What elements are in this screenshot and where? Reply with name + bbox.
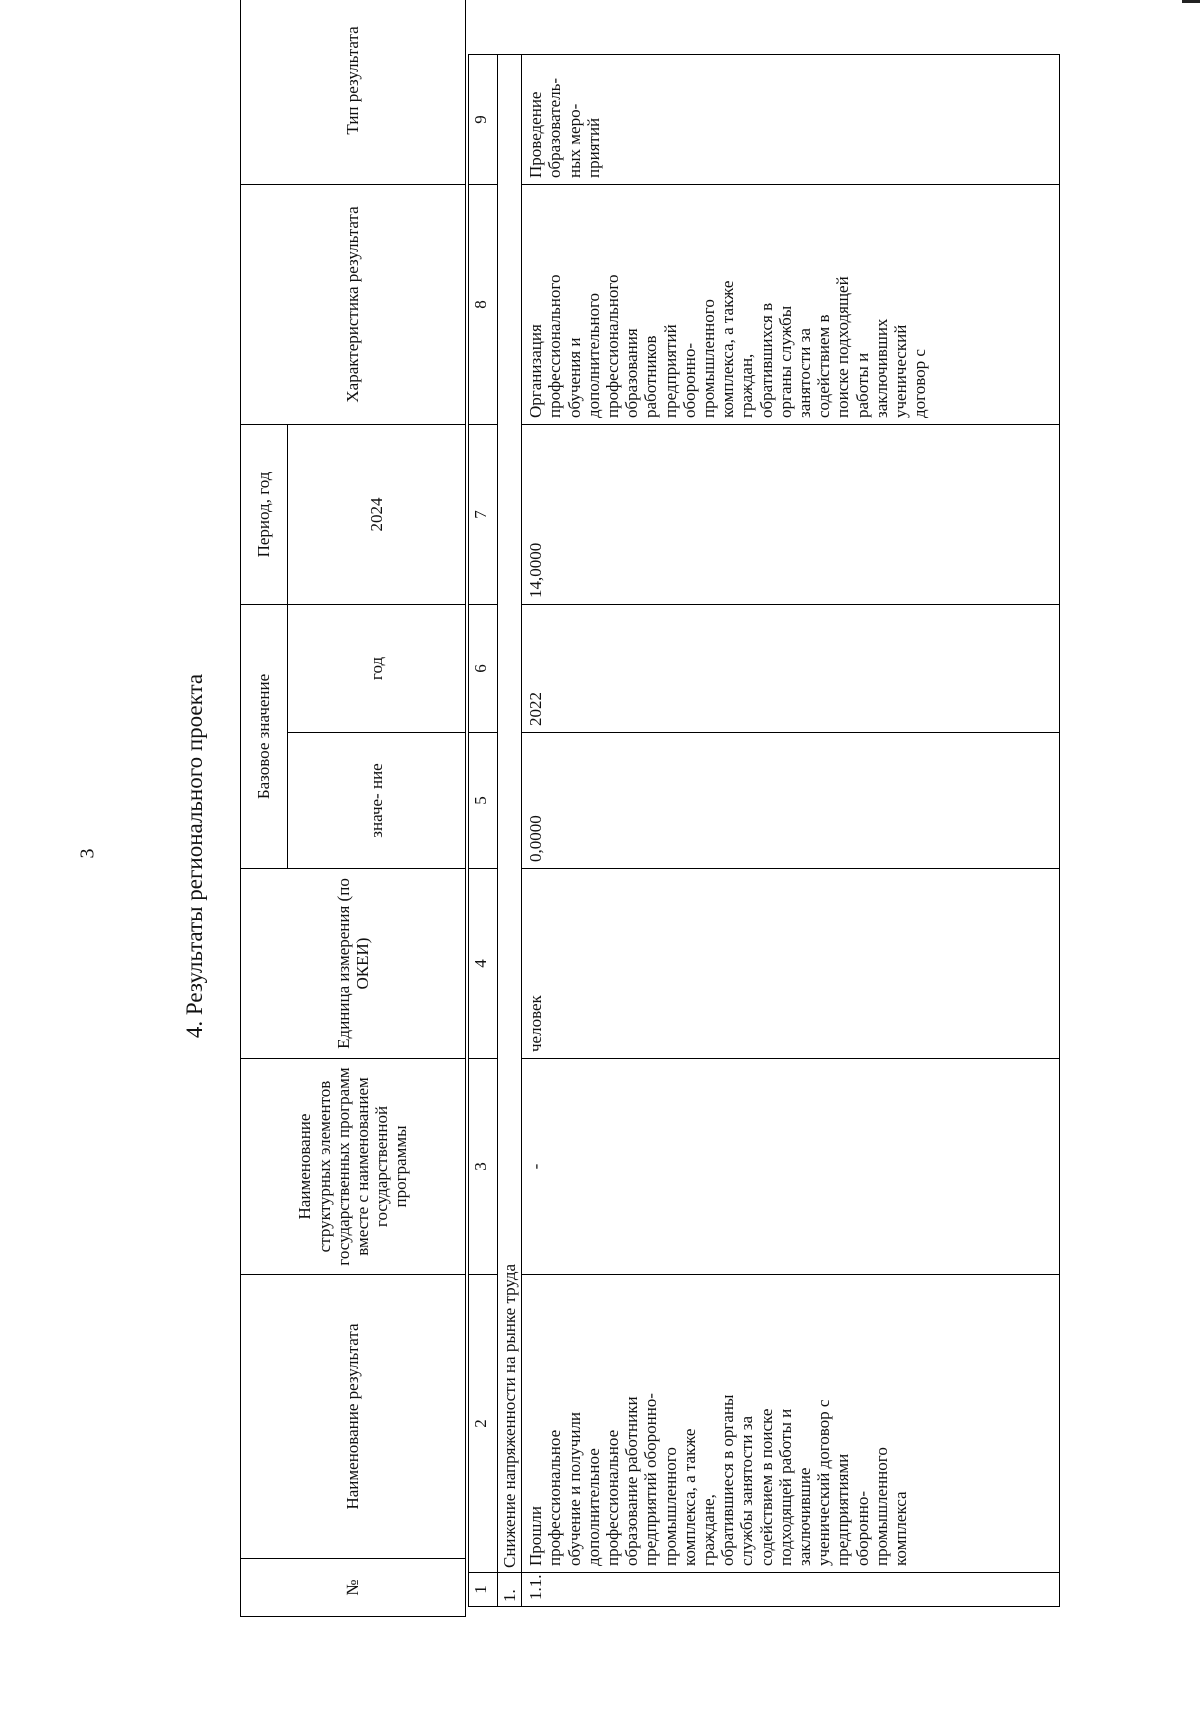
column-number: 8 <box>469 185 498 425</box>
column-number: 5 <box>469 733 498 869</box>
row-base-value: 0,0000 <box>522 733 1060 869</box>
section-no: 1. <box>498 1573 522 1607</box>
row-structural-elements: - <box>522 1059 1060 1275</box>
header-period: Период, год <box>241 424 288 604</box>
column-number: 3 <box>469 1059 498 1275</box>
section-row <box>498 55 522 1607</box>
column-number: 6 <box>469 605 498 733</box>
column-number: 1 <box>469 1573 498 1607</box>
header-period-2024: 2024 <box>288 424 466 604</box>
page-number: 3 <box>76 848 99 859</box>
row-result-name: Прошли профессиональное обучение и получили дополнительное профессиональное образование работники предприятий оборонно- промышленного комплекса, а также граждане, обратившиеся в органы службы занятости за содействием в поиске подходящей работы и заключившие ученический договор с предприятиями оборонно- промышленного комплекса <box>522 1275 1060 1573</box>
column-number: 7 <box>469 425 498 605</box>
results-table-header <box>240 0 466 1617</box>
row-base-year: 2022 <box>522 605 1060 733</box>
header-no: № <box>241 1559 466 1617</box>
header-result-name: Наименование результата <box>241 1275 466 1559</box>
results-table-body <box>468 54 1060 1607</box>
header-structural-elements: Наименование структурных элементов государственных программ вместе с наименованием государственной программы <box>241 1059 466 1275</box>
column-number: 2 <box>469 1275 498 1573</box>
row-characteristic: Организация профессионального обучения и дополнительного профессионального образования работников предприятий оборонно- промышленного комплекса, а также граждан, обратившихся в органы службы занятости за содействием в поиске подходящей работы и заключивших ученический договор с <box>522 185 1060 425</box>
section-title: Снижение напряженности на рынке труда <box>498 55 522 1573</box>
table-row <box>522 55 1060 1607</box>
column-number-row <box>469 55 498 1607</box>
row-unit: человек <box>522 869 1060 1059</box>
header-base-value-value: значе- ние <box>288 733 466 869</box>
results-table-container <box>240 26 1120 1617</box>
header-characteristic: Характеристика результата <box>241 184 466 424</box>
column-number: 9 <box>469 55 498 185</box>
page-title: 4. Результаты регионального проекта <box>182 673 207 1039</box>
header-base-value: Базовое значение <box>241 604 288 868</box>
column-number: 4 <box>469 869 498 1059</box>
scan-mark <box>1182 0 1200 3</box>
header-result-type: Тип результата <box>241 0 466 184</box>
header-base-value-year: год <box>288 604 466 732</box>
row-result-type: Проведение образователь- ных меро- приятий <box>522 55 1060 185</box>
row-value-2024: 14,0000 <box>522 425 1060 605</box>
header-unit: Единица измерения (по ОКЕИ) <box>241 869 466 1059</box>
row-no: 1.1. <box>522 1573 1060 1607</box>
